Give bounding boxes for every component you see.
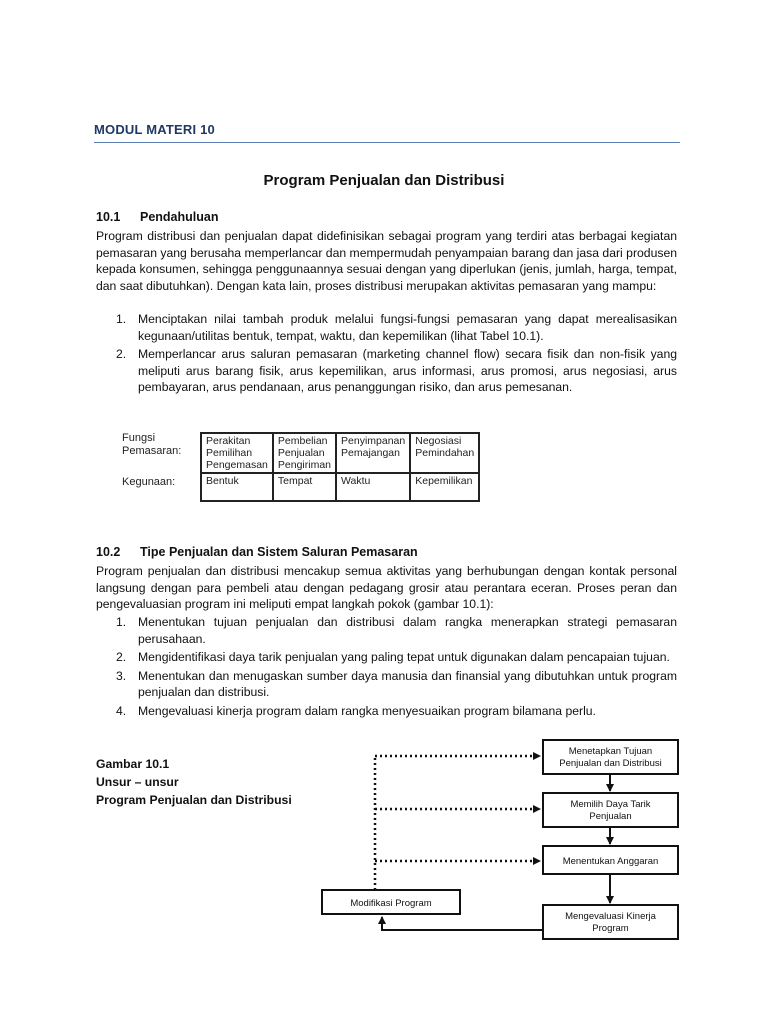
section-2-number: 10.2 (96, 545, 121, 559)
page-title: Program Penjualan dan Distribusi (263, 172, 505, 189)
list-2-item: 1. Menentukan tujuan penjualan dan distribusi dalam rangka menerapkan strategi pemasaran perusahaan. (116, 615, 677, 646)
flow-diagram (300, 730, 700, 950)
section-1-heading (96, 210, 218, 224)
flow-label: Mengevaluasi Kinerja (565, 911, 656, 922)
flow-label: Program (592, 923, 629, 934)
caption-line: Unsur – unsur (96, 775, 179, 789)
caption-line: Program Penjualan dan Distribusi (96, 793, 292, 807)
table-function-cell: Penyimpanan Pemajangan (336, 433, 410, 473)
flow-label: Memilih Daya Tarik (570, 799, 651, 810)
list-1 (96, 311, 677, 398)
flow-label: Menentukan Anggaran (562, 856, 659, 867)
table-utility-cell: Tempat (273, 473, 336, 501)
table-function-cell: Pembelian Penjualan Pengiriman (273, 433, 336, 473)
section-1-number: 10.1 (96, 210, 121, 224)
paragraph-2: Program penjualan dan distribusi mencakup semua aktivitas yang berhubungan dengan kontak personal langsung dengan para pembeli atau dengan pedagang grosir atau perantara eceran. Proses peran dan pengevaluasian program ini meliputi empat langkah pokok (gambar 10.1): (96, 564, 677, 611)
figure-caption (96, 755, 292, 809)
flow-label: Modifikasi Program (350, 898, 432, 909)
utility-table (200, 432, 480, 502)
table-function-cell: Negosiasi Pemindahan (410, 433, 479, 473)
section-2-heading (96, 545, 418, 559)
paragraph-1: Program distribusi dan penjualan dapat didefinisikan sebagai program yang terdiri atas berbagai kegiatan pemasaran yang berusaha memperlancar dan mempermudah penyampaian barang dan jasa dari produsen kepada konsumen, sehingga penggunaannya sesuai dengan yang diperlukan (jenis, jumlah, harga, tempat, dan saat dibutuhkan). Dengan kata lain, proses distribusi merupakan aktivitas pemasaran yang mampu: (96, 229, 677, 293)
list-2-item: 2. Mengidentifikasi daya tarik penjualan yang paling tepat untuk digunakan dalam pencapaian tujuan. (116, 650, 670, 664)
list-1-item: 1. Menciptakan nilai tambah produk melalui fungsi-fungsi pemasaran yang dapat merealisasikan kegunaan/utilitas bentuk, tempat, waktu, dan kepemilikan (lihat Tabel 10.1). (116, 312, 677, 343)
flow-label: Penjualan (589, 811, 632, 822)
module-header: MODUL MATERI 10 (94, 122, 215, 137)
table-row2-label: Kegunaan: (122, 476, 176, 488)
flow-label: Menetapkan Tujuan (568, 746, 653, 757)
table-utility-cell: Bentuk (201, 473, 273, 501)
flow-label: Penjualan dan Distribusi (559, 758, 662, 769)
table-utility-cell: Waktu (336, 473, 410, 501)
table-utility-cell: Kepemilikan (410, 473, 479, 501)
list-2 (96, 614, 677, 721)
header-rule (94, 142, 680, 143)
caption-line: Gambar 10.1 (96, 757, 170, 771)
list-2-item: 3. Menentukan dan menugaskan sumber daya manusia dan finansial yang dibutuhkan untuk program penjualan dan distribusi. (116, 668, 677, 699)
table-function-cell: Perakitan Pemilihan Pengemasan (201, 433, 273, 473)
table-row1-label: Fungsi Pemasaran: (122, 432, 182, 457)
list-1-item: 2. Memperlancar arus saluran pemasaran (marketing channel flow) secara fisik dan non-fisik yang meliputi arus barang fisik, arus kepemilikan, arus informasi, arus promosi, arus negosiasi, arus pembayaran, arus pendanaan, arus penanggungan risiko, dan arus pemesanan. (116, 347, 677, 394)
list-2-item: 4. Mengevaluasi kinerja program dalam rangka menyesuaikan program bilamana perlu. (116, 703, 596, 718)
section-2-title: Tipe Penjualan dan Sistem Saluran Pemasaran (140, 545, 418, 559)
section-1-title: Pendahuluan (140, 210, 219, 224)
flow-diagram-svg (300, 730, 700, 950)
